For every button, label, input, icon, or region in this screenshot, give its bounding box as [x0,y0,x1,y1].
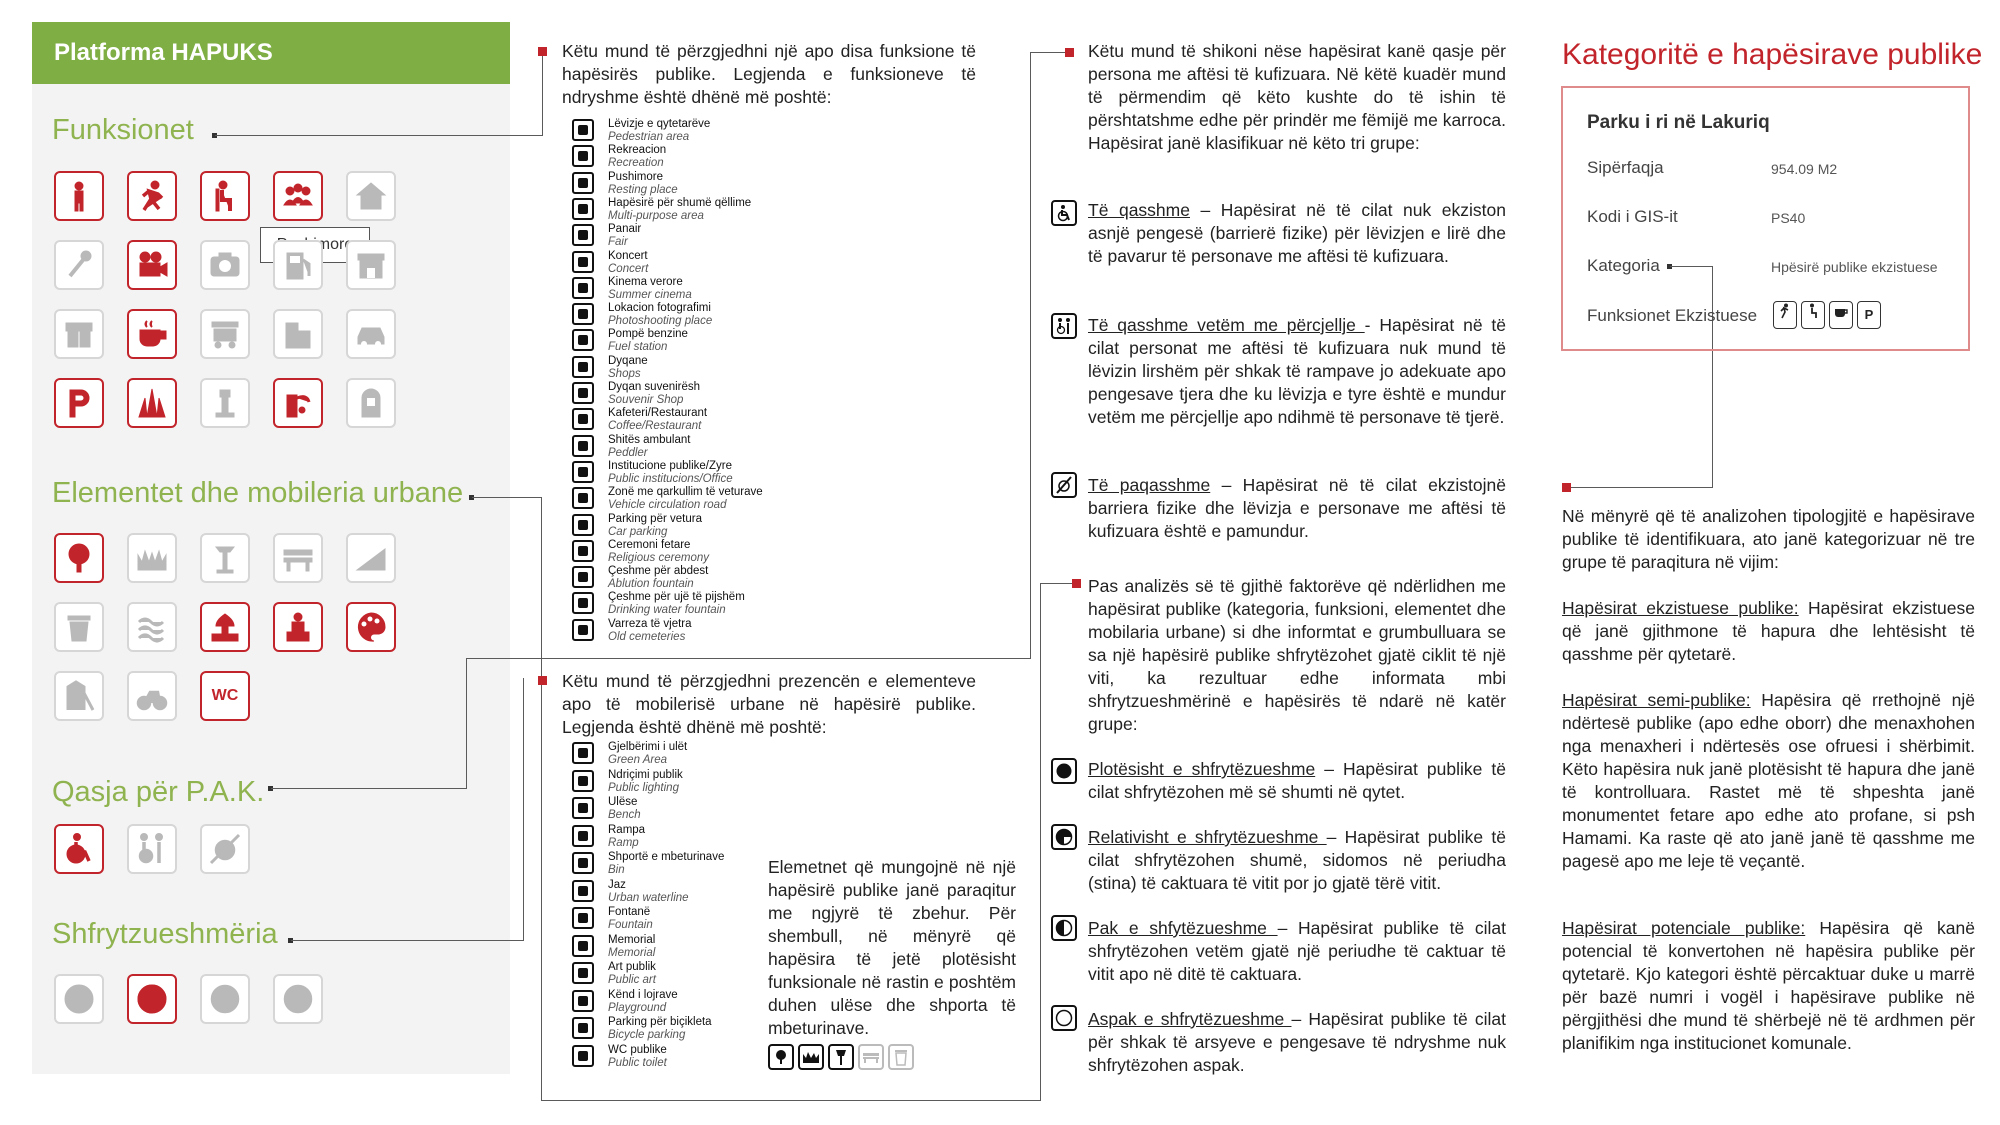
usage-title: Pak e shfytëzueshme [1088,918,1278,938]
usage-title: Relativisht e shfrytëzueshme [1088,827,1327,847]
legend-label-english: Bench [608,809,641,821]
section-title-usage: Shfrytzueshmëria [52,918,278,950]
tree-icon [768,1044,794,1070]
connector-line [271,788,466,789]
connector-line [466,658,467,789]
usage-text: – Hapësirat publike të cilat shfrytëzohen vetëm gjatë një periudhe të caktuar të vitit apo në ditë të caktuara. [1088,918,1506,984]
usage-text: – Hapësirat publike të cilat për shkak të arsyeve e pengesave të ndryshme nuk shfrytëzohen aspak. [1088,1009,1506,1075]
ramp-toggle[interactable] [346,533,396,583]
drinking-fountain-toggle[interactable] [273,378,323,428]
lamp-icon [828,1044,854,1070]
playground-icon [62,679,96,713]
resting-icon [1801,301,1825,329]
fountain-icon [208,610,242,644]
legend-label-english: Vehicle circulation road [608,499,727,512]
usage-text: – Hapësirat publike të cilat shfrytëzohen më së shumti në qytet. [1088,759,1506,802]
usage-none-icon [281,982,315,1016]
category-semi-public [1562,689,1975,873]
legend-icon [572,303,594,325]
legend-label-english: Memorial [608,946,656,959]
legend-label-english: Photoshooting place [608,315,713,328]
memorial-toggle[interactable] [273,602,323,652]
concert-icon [62,248,96,282]
legend-icon [572,852,594,874]
assisted-access-icon [1051,313,1077,339]
legend-label-english: Bicycle parking [608,1029,686,1041]
car-icon [354,317,388,351]
religious-toggle[interactable] [127,378,177,428]
legend-label: Panair [608,223,642,236]
usage-item-full [1088,758,1506,804]
legend-label-english: Fountain [608,919,653,931]
category-text: Hapësira që rrethojnë një ndërtesë publike (apo edhe oborr) dhe menaxhohen nga menaxheri i ndërtesës ose ofruesi i shërbimit. Këto hapësira nuk janë plotësisht të hapura dhe janë të kontrolluara. Rastet më të shpeshta janë monumentet fetare apo edhe ato profane, si psh Hamami. Ka raste që ato janë janë të qasshme me pagesë apo me leje të veçantë. [1562,690,1975,871]
legend-icon [572,329,594,351]
legend-label: Gjelbërimi i ulët [608,741,688,753]
section-title-elements: Elementet dhe mobileria urbane [52,477,464,509]
green-area-icon [135,541,169,575]
peddler-toggle[interactable] [200,309,250,359]
cinema-icon [135,248,169,282]
legend-label: Koncert [608,249,648,262]
legend-icon [572,907,594,929]
usage-item-relative [1088,826,1506,895]
legend-icon [572,770,594,792]
legend-label: Parking për vetura [608,512,702,525]
connector-line [291,940,524,941]
legend-label: Dyqan suvenirësh [608,381,701,393]
connector-line [1040,583,1073,584]
connector-line [523,678,524,941]
art-icon [354,610,388,644]
bench-icon [281,541,315,575]
missing-elements-note: Elemetnet që mungojnë në një hapësirë publike janë paraqitur me ngjyrë të zbehur. Për shembull, në mënyrë që hapësira të jetë plotësisht funksionale në rastin e poshtëm duhen ulëse dhe shporta të mbeturinave. [768,857,1016,1038]
legend-label: Lëvizje e qytetarëve [608,118,711,130]
legend-icon [572,119,594,141]
legend-label: Rekreacion [608,144,667,157]
legend-icon [572,566,594,588]
legend-label: Pushimore [608,170,663,183]
legend-label-english: Public toilet [608,1056,667,1069]
resting-icon [208,179,242,213]
elements-legend [572,741,782,1071]
runner-toggle[interactable] [127,171,177,221]
legend-icon [572,825,594,847]
cinema-toggle[interactable] [127,240,177,290]
legend-icon [572,461,594,483]
access-intro-text: Këtu mund të shikoni nëse hapësirat kanë qasje për persona me aftësi të kufizuara. Në këtë kuadër mund të përmendim që këto kushte do të ishin të përshtatshme edhe për prindër me fëmijë me karroca. Hapësirat janë klasifikuar në këto tri grupe: [1088,41,1506,153]
area-label: Sipërfaqja [1587,158,1664,177]
usage-text: – Hapësirat publike të cilat shfrytëzohen shumë, sidomos në periudha (stina) të caktuara të vitit por jo gjatë tërë vitit. [1088,827,1506,893]
bullet-square [1065,48,1074,57]
fuel-toggle[interactable] [273,240,323,290]
category-label: Kategoria [1587,256,1660,275]
legend-label-english: Fair [608,236,628,249]
usage-item-none [1088,1008,1506,1077]
runner-icon [1773,301,1797,329]
section-title-functions: Funksionet [52,114,194,146]
category-title: Hapësirat potenciale publike: [1562,918,1806,938]
wheelchair-toggle[interactable] [54,824,104,874]
access-item-assisted [1088,314,1506,429]
legend-icon [572,382,594,404]
legend-label-english: Public institucions/Office [608,472,733,485]
pedestrian-icon [62,179,96,213]
legend-icon [572,172,594,194]
usage-item-partial [1088,917,1506,986]
category-title: Hapësirat semi-publike: [1562,690,1751,710]
lamp-toggle[interactable] [200,533,250,583]
legend-label: Art publik [608,961,656,973]
ablution-toggle[interactable] [200,378,250,428]
legend-label-english: Souvenir Shop [608,394,684,406]
connector-line [1569,487,1713,488]
office-toggle[interactable] [273,309,323,359]
legend-label: Parking për biçikleta [608,1016,712,1028]
legend-label: Shitës ambulant [608,433,691,446]
access-title: Të paqasshme [1088,475,1211,495]
legend-label: Dyqane [608,354,648,367]
waterline-icon [135,610,169,644]
bicycle-toggle[interactable] [127,671,177,721]
coffee-toggle[interactable] [127,309,177,359]
bullet-square [538,676,547,685]
legend-label-english: Coffee/Restaurant [608,420,702,433]
categories-intro-text: Në mënyrë që të analizohen tipologjitë e hapësirave publike të identifikuara, ato janë kategorizuar në tre grupe të paraqitura në vijim: [1562,506,1975,572]
category-potential [1562,917,1975,1055]
legend-label: Memorial [608,933,656,946]
assisted-icon [135,832,169,866]
parking-icon [62,386,96,420]
existing-functions-label: Funksionet Ekzistuese [1587,306,1758,325]
pedestrian-toggle[interactable] [54,171,104,221]
no-access-toggle[interactable] [200,824,250,874]
legend-label: Lokacion fotografimi [608,302,711,315]
category-existing [1562,597,1975,666]
legend-label: Institucione publike/Zyre [608,459,733,472]
multipurpose-toggle[interactable] [273,171,323,221]
art-toggle[interactable] [346,602,396,652]
access-item-inaccessible [1088,474,1506,543]
wc-icon: WC [211,687,239,704]
access-text: - Hapësirat në të cilat personat me aftësi të kufizuara nuk mund të lëvizin lirshëm për shkak të rampave jo adekuate apo pengesave tjera dhe ku lëvizja e tyre është e mundur vetëm me përcjellje apo ndihmë të personave të tjerë. [1088,315,1506,427]
legend-icon [572,935,594,957]
resting-toggle[interactable] [200,171,250,221]
legend-label: Pompë benzine [608,328,688,341]
shop-toggle[interactable] [346,240,396,290]
legend-label-english: Multi-purpose area [608,209,704,222]
parking-icon: P [1857,301,1881,329]
playground-toggle[interactable] [54,671,104,721]
legend-label-english: Recreation [608,157,664,170]
space-info-card [1561,86,1970,351]
legend-icon [572,145,594,167]
legend-label-english: Summer cinema [608,288,692,301]
connector-line [541,497,542,1100]
legend-icon [572,435,594,457]
legend-label-english: Peddler [608,446,648,459]
usage-full-toggle[interactable] [54,974,104,1024]
souvenir-icon [62,317,96,351]
usage-partial-toggle[interactable] [200,974,250,1024]
legend-label: Kënd i lojrave [608,988,678,1001]
legend-label: Ceremoni fetare [608,538,691,551]
assisted-toggle[interactable] [127,824,177,874]
fair-toggle[interactable] [346,171,396,221]
bullet-square [1562,483,1571,492]
lamp-icon [208,541,242,575]
fair-icon [354,179,388,213]
cemetery-toggle[interactable] [346,378,396,428]
usage-relative-icon [1051,824,1077,850]
usage-full-icon [1051,758,1077,784]
access-item-accessible [1088,199,1506,268]
access-title: Të qasshme vetëm me përcjellje [1088,315,1365,335]
ramp-icon [354,541,388,575]
usage-partial-icon [208,982,242,1016]
legend-label-english: Drinking water fountain [608,604,726,617]
legend-label-english: Ramp [608,836,639,849]
legend-icon [572,514,594,536]
legend-label: Varreza të vjetra [608,617,692,630]
legend-icon [572,592,594,614]
legend-label-english: Car parking [608,525,668,538]
waterline-toggle[interactable] [127,602,177,652]
legend-label-english: Pedestrian area [608,131,690,143]
coffee-icon [135,317,169,351]
legend-icon [572,198,594,220]
legend-icon [572,619,594,641]
office-icon [281,317,315,351]
usage-partial-icon [1051,915,1077,941]
legend-label: WC publike [608,1043,667,1056]
fountain-toggle[interactable] [200,602,250,652]
sidebar-panel [32,22,510,1074]
connector-line [542,50,543,136]
legend-icon [572,540,594,562]
gis-label: Kodi i GIS-it [1587,207,1678,226]
legend-label-english: Resting place [608,183,678,196]
legend-icon [572,962,594,984]
usage-full-icon [62,982,96,1016]
access-text: – Hapësirat në të cilat ekzistojnë barriera fizike dhe lëvizja e personave me aftësi të kufizuara është e pamundur. [1088,475,1506,541]
legend-icon [572,277,594,299]
connector-line [1030,52,1066,53]
usage-none-toggle[interactable] [273,974,323,1024]
legend-label-english: Green Area [608,754,668,766]
legend-label: Hapësirë për shumë qëllime [608,196,752,209]
legend-label-english: Public art [608,974,656,986]
category-text: Hapësirat ekzistuese që janë gjithmone të hapura dhe lehtësisht të qasshme për qytetarë. [1562,598,1975,664]
category-text: Hapësira që kanë potencial të konvertohen në hapësira publike për qytetarë. Kjo kategori është përcaktuar duke u marrë për bazë numri i vogël i hapësirave publike në përgjithësi dhe mund të shërbejë në të ardhmen për planifikim nga institucionet komunale. [1562,918,1975,1053]
connector-line [472,497,541,498]
connector-line [541,1100,1040,1101]
tree-toggle[interactable] [54,533,104,583]
connector-line [215,135,542,136]
legend-icon [572,880,594,902]
legend-label: Rampa [608,823,646,836]
bullet-square [1072,579,1081,588]
religious-icon [135,386,169,420]
space-name: Parku i ri në Lakuriq [1587,112,1770,133]
functions-intro-text: Këtu mund të përzgjedhni një apo disa funksione të hapësirës publike. Legjenda e funksioneve të ndryshme është dhënë më poshtë: [562,41,976,107]
legend-label: Ndriçimi publik [608,768,683,781]
legend-label: Çeshme për ujë të pijshëm [608,591,745,604]
usage-title: Aspak e shfrytëzueshme [1088,1009,1292,1029]
legend-label-english: Fuel station [608,341,668,354]
area-value: 954.09 M2 [1771,161,1838,177]
ablution-icon [208,386,242,420]
example-icons-row [768,1044,918,1074]
category-title: Hapësirat ekzistuese publike: [1562,598,1799,618]
access-title: Të qasshme [1088,200,1190,220]
usage-relative-toggle[interactable] [127,974,177,1024]
usage-title: Plotësisht e shfrytëzueshme [1088,759,1316,779]
memorial-icon [281,610,315,644]
usage-relative-icon [135,982,169,1016]
legend-label-english: Ablution fountain [608,578,694,591]
legend-label: Jaz [608,878,626,891]
parking-toggle[interactable] [54,378,104,428]
bullet-square [538,47,547,56]
legend-label-english: Playground [608,1001,667,1014]
concert-toggle[interactable] [54,240,104,290]
multipurpose-icon [281,179,315,213]
legend-icon [572,408,594,430]
legend-label-english: Public lighting [608,781,679,794]
no-access-icon [1051,472,1077,498]
runner-icon [135,179,169,213]
connector-line [466,658,1030,659]
fuel-icon [281,248,315,282]
legend-icon [572,1017,594,1039]
legend-label-english: Old cemeteries [608,630,686,643]
section-title-access: Qasja për P.A.K. [52,776,265,808]
bin-icon [62,610,96,644]
legend-label-english: Shops [608,367,641,380]
connector-line [1030,52,1031,659]
wc-toggle[interactable] [200,671,250,721]
legend-label-english: Urban waterline [608,891,689,904]
legend-icon [572,1045,594,1067]
legend-label: Kafeteri/Restaurant [608,407,708,420]
legend-icon [572,487,594,509]
legend-label: Shportë e mbeturinave [608,851,725,863]
legend-label-english: Bin [608,864,625,876]
peddler-icon [208,317,242,351]
souvenir-toggle[interactable] [54,309,104,359]
legend-icon [572,251,594,273]
camera-icon [208,248,242,282]
legend-label-english: Religious ceremony [608,551,709,564]
categories-title: Kategoritë e hapësirave publike [1562,38,1983,71]
legend-label: Zonë me qarkullim të veturave [608,486,763,499]
bench-toggle[interactable] [273,533,323,583]
wheelchair-icon [62,832,96,866]
usage-intro-text: Pas analizës së të gjithë faktorëve që ndërlidhen me hapësirat publike (kategoria, funksioni, elementet dhe mobilaria urbane) si dhe informtat e grumbulluara se sa një hapësirë publike shfrytëzohet gjatë ciklit të një viti, ka rezultuar edhe informata mbi shfrytzueshmërinë e hapësirës të ndarë në katër grupe: [1088,576,1506,734]
coffee-icon [1829,301,1853,329]
legend-icon [572,990,594,1012]
legend-label-english: Concert [608,262,649,275]
green-area-toggle[interactable] [127,533,177,583]
legend-icon [572,742,594,764]
elements-intro-text: Këtu mund të përzgjedhni prezencën e elementeve apo të mobilerisë urbane në hapësirë publike. Legjenda është dhënë më poshtë: [562,671,976,737]
legend-label: Kinema verore [608,275,683,288]
category-value: Hpësirë publike ekzistuese [1771,259,1938,275]
usage-none-icon [1051,1005,1077,1031]
legend-icon [572,224,594,246]
gis-value: PS40 [1771,210,1806,226]
legend-icon [572,356,594,378]
bench-icon [858,1044,884,1070]
tree-icon [62,541,96,575]
wheelchair-icon [1051,200,1077,226]
legend-label: Fontanë [608,906,651,918]
functions-legend [572,118,812,648]
bin-icon [888,1044,914,1070]
green-area-icon [798,1044,824,1070]
legend-label: Ulëse [608,796,638,808]
camera-toggle[interactable] [200,240,250,290]
connector-line [1040,583,1041,1101]
no-access-icon [208,832,242,866]
access-text: – Hapësirat në të cilat nuk ekziston asnjë pengesë (barrierë fizike) për lëvizjen e lirë dhe të pavarur të personave me aftësi të kufizuara. [1088,200,1506,266]
bin-toggle[interactable] [54,602,104,652]
car-toggle[interactable] [346,309,396,359]
shop-icon [354,248,388,282]
cemetery-icon [354,386,388,420]
drinking-fountain-icon [281,386,315,420]
legend-label: Çeshme për abdest [608,565,709,578]
platform-title: Platforma HAPUKS [32,22,510,84]
bicycle-icon [135,679,169,713]
legend-icon [572,797,594,819]
